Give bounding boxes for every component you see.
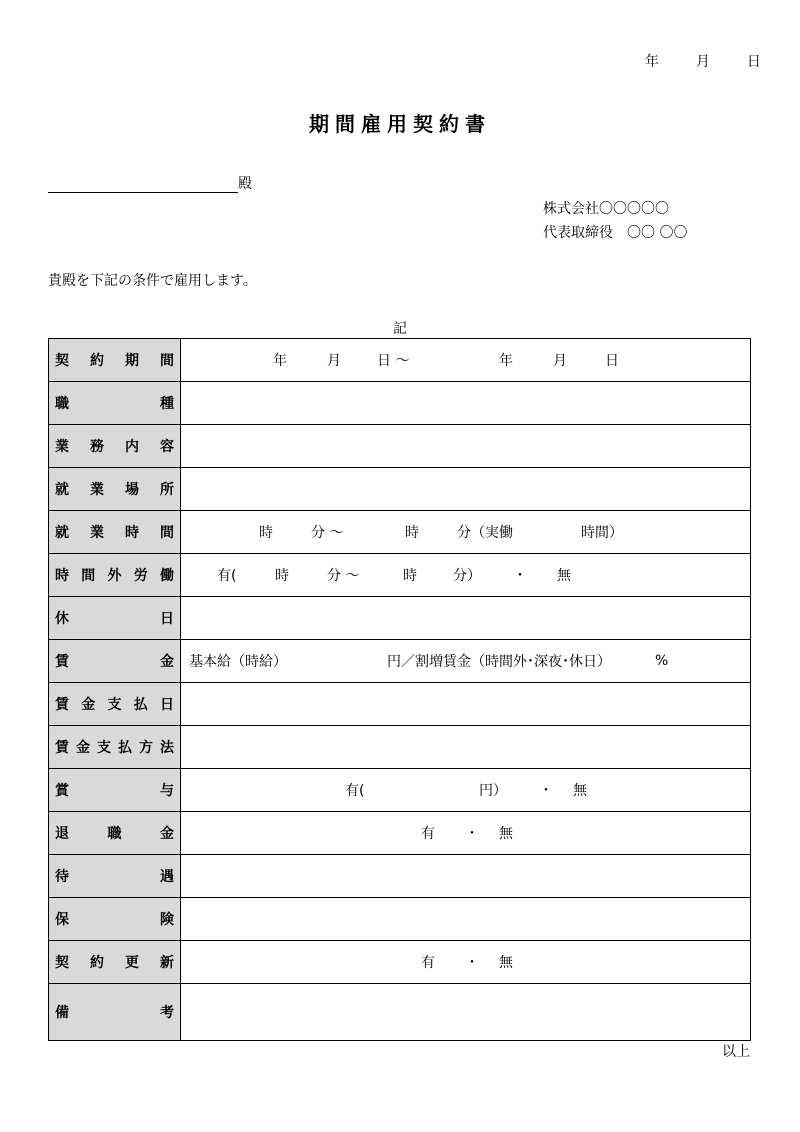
row-label-char: 職 (55, 396, 69, 412)
row-value-field[interactable] (181, 941, 751, 984)
row-label-char: 日 (160, 697, 174, 713)
table-row (49, 425, 751, 468)
date-line (645, 51, 761, 71)
row-label-char: 務 (90, 439, 104, 455)
row-value-field[interactable] (181, 984, 751, 1041)
table-row (49, 855, 751, 898)
row-value-field[interactable] (181, 812, 751, 855)
row-value-text: 有( (217, 568, 237, 584)
table-row (49, 683, 751, 726)
row-label-char: 与 (160, 783, 174, 799)
row-label-char: 金 (160, 654, 174, 670)
row-label-char: 外 (107, 568, 122, 584)
intro-text: 貴殿を下記の条件で雇用します。 (48, 273, 257, 289)
row-label (49, 554, 181, 597)
row-value-field[interactable] (181, 511, 751, 554)
row-label (49, 855, 181, 898)
row-value-text: 分（実働 (457, 525, 513, 541)
row-label (49, 425, 181, 468)
row-label-char: 約 (90, 353, 104, 369)
addressee-suffix: 殿 (238, 176, 252, 192)
row-label-char: 時 (55, 568, 69, 584)
row-label-char: 金 (160, 826, 174, 842)
row-label-char: 払 (118, 740, 132, 756)
row-value-field[interactable] (181, 726, 751, 769)
date-year: 年 (645, 54, 659, 70)
row-value-text: 分 ～ (311, 525, 344, 541)
row-value-text: 月 (327, 353, 341, 369)
row-label-char: 約 (90, 955, 104, 971)
row-value-text: 有( (345, 783, 365, 799)
table-row (49, 812, 751, 855)
row-label-char: 備 (55, 1005, 69, 1021)
row-label-char: 支 (107, 697, 122, 713)
row-label-char: 更 (125, 955, 139, 971)
representative: 代表取締役 〇〇 〇〇 (543, 225, 688, 241)
row-value-text: 月 (553, 353, 567, 369)
row-label-char: 契 (55, 955, 69, 971)
row-value-field[interactable] (181, 468, 751, 511)
row-label-char: 考 (160, 1005, 174, 1021)
row-value-field[interactable] (181, 898, 751, 941)
row-value-text: 時 (275, 568, 289, 584)
row-value-text: ・ (465, 955, 479, 971)
row-value-field[interactable] (181, 554, 751, 597)
row-label-char: 支 (97, 740, 111, 756)
ki-heading: 記 (393, 321, 407, 337)
row-label-char: 賃 (55, 740, 69, 756)
row-label-char: 所 (160, 482, 174, 498)
row-value-text: 無 (499, 826, 513, 842)
row-label (49, 984, 181, 1041)
company-block (543, 197, 687, 245)
row-label-char: 払 (133, 697, 148, 713)
row-label-char: 契 (55, 353, 69, 369)
row-value-text: 無 (573, 783, 587, 799)
row-value-field[interactable] (181, 339, 751, 382)
row-label (49, 511, 181, 554)
row-label-char: 時 (125, 525, 139, 541)
row-label-char: 間 (160, 353, 174, 369)
row-label-char: 休 (55, 611, 69, 627)
row-label-char: 退 (55, 826, 69, 842)
row-label-char: 職 (107, 826, 122, 842)
row-value-text: 有 (421, 955, 435, 971)
table-row (49, 941, 751, 984)
table-row (49, 468, 751, 511)
row-value-text: 時 (405, 525, 419, 541)
row-label-char: 種 (160, 396, 174, 412)
row-label-char: 内 (125, 439, 139, 455)
row-label-char: 方 (139, 740, 153, 756)
row-label-char: 金 (76, 740, 90, 756)
row-value-text: 時 (403, 568, 417, 584)
row-value-field[interactable] (181, 382, 751, 425)
row-label (49, 468, 181, 511)
row-label-char: 就 (55, 525, 69, 541)
row-label (49, 812, 181, 855)
row-value-text: 有 (421, 826, 435, 842)
row-label (49, 941, 181, 984)
table-row (49, 511, 751, 554)
row-label-char: 遇 (160, 869, 174, 885)
company-name: 株式会社〇〇〇〇〇 (543, 201, 669, 217)
table-row (49, 640, 751, 683)
table-row (49, 382, 751, 425)
row-label-char: 保 (55, 912, 69, 928)
row-label-char: 業 (90, 525, 104, 541)
addressee (48, 173, 252, 193)
row-value-text: 分 ～ (327, 568, 360, 584)
row-label-char: 間 (160, 525, 174, 541)
row-value-text: 日 (605, 353, 619, 369)
row-label-char: 金 (81, 697, 96, 713)
row-value-text: 時間） (581, 525, 623, 541)
table-row (49, 898, 751, 941)
row-label-char: 業 (55, 439, 69, 455)
row-value-text: 円） (479, 783, 507, 799)
row-value-field[interactable] (181, 683, 751, 726)
row-label-char: 賃 (55, 697, 69, 713)
row-label-char: 待 (55, 869, 69, 885)
table-row (49, 984, 751, 1041)
table-row (49, 769, 751, 812)
row-label (49, 683, 181, 726)
row-label-char: 間 (81, 568, 96, 584)
row-label (49, 382, 181, 425)
row-label-char: 険 (160, 912, 174, 928)
row-value-text: 無 (557, 568, 571, 584)
row-value-text: 基本給（時給） (189, 654, 287, 670)
table-row (49, 554, 751, 597)
table-row (49, 597, 751, 640)
row-value-text: 無 (499, 955, 513, 971)
date-day: 日 (746, 54, 761, 70)
row-label (49, 898, 181, 941)
row-label-char: 業 (90, 482, 104, 498)
row-value-text: 年 (273, 353, 287, 369)
row-label-char: 就 (55, 482, 69, 498)
row-value-text: 時 (259, 525, 273, 541)
table-row (49, 339, 751, 382)
closing-text: 以上 (722, 1044, 750, 1060)
row-label-char: 日 (160, 611, 174, 627)
row-label-char: 賞 (55, 783, 69, 799)
row-value-field[interactable] (181, 769, 751, 812)
row-label (49, 339, 181, 382)
row-label-char: 賃 (55, 654, 69, 670)
row-label-char: 期 (125, 353, 139, 369)
row-label (49, 726, 181, 769)
row-value-field[interactable] (181, 597, 751, 640)
table-row (49, 726, 751, 769)
row-value-text: 年 (499, 353, 513, 369)
row-value-text: ・ (539, 783, 553, 799)
row-label-char: 労 (133, 568, 148, 584)
row-value-text: ・ (465, 826, 479, 842)
row-label-char: 法 (160, 740, 174, 756)
row-label (49, 597, 181, 640)
row-label (49, 769, 181, 812)
row-label (49, 640, 181, 683)
document-title: 期間雇用契約書 (309, 112, 491, 136)
row-value-text: 円／割増賃金（時間外･深夜･休日） (387, 654, 611, 670)
addressee-name-field[interactable] (48, 176, 238, 193)
row-label-char: 働 (160, 568, 174, 584)
row-value-field[interactable] (181, 425, 751, 468)
row-value-text: 分） (453, 568, 481, 584)
row-label-char: 新 (160, 955, 174, 971)
date-month: 月 (695, 54, 710, 70)
row-label-char: 容 (160, 439, 174, 455)
row-value-field[interactable] (181, 640, 751, 683)
row-value-text: ・ (513, 568, 527, 584)
row-value-field[interactable] (181, 855, 751, 898)
row-value-text: 日 ～ (377, 353, 410, 369)
row-label-char: 場 (125, 482, 139, 498)
row-value-text: % (655, 653, 669, 669)
contract-table (48, 338, 751, 1041)
